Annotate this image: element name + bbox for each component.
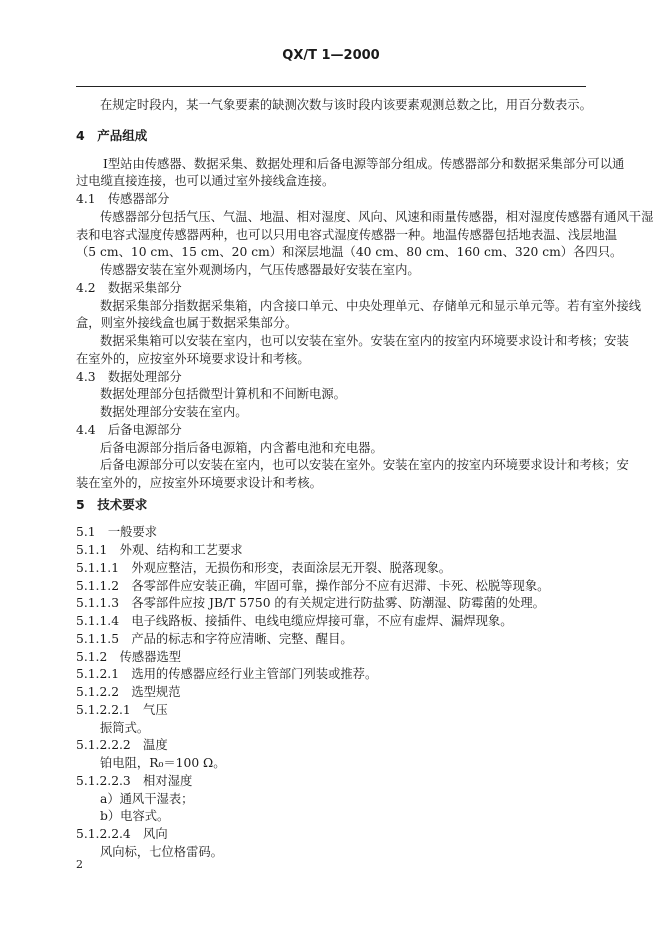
text-line: 传感器部分包括气压、气温、地温、相对湿度、风向、风速和雨量传感器，相对湿度传感器有通风干湿 (100, 210, 654, 224)
subsection-heading-4-2: 4.2 数据采集部分 (76, 281, 182, 295)
text-line: 数据处理部分包括微型计算机和不间断电源。 (100, 387, 346, 401)
subsection-heading-4-3: 4.3 数据处理部分 (76, 370, 182, 384)
text-line: 过电缆直接连接，也可以通过室外接线盒连接。 (76, 174, 335, 188)
subsection-heading-5-1: 5.1 一般要求 (76, 525, 158, 539)
clause-5-1-1-2: 5.1.1.2 各零部件应安装正确，牢固可靠，操作部分不应有迟滞、卡死、松脱等现象。 (76, 579, 550, 593)
clause-5-1-2-2-4: 5.1.2.2.4 风向 (76, 827, 168, 841)
text-line: 数据采集箱可以安装在室内，也可以安装在室外。安装在室内的按室内环境要求设计和考核；安装 (100, 334, 629, 348)
clause-5-1-1-5: 5.1.1.5 产品的标志和字符应清晰、完整、醒目。 (76, 632, 353, 646)
text-line: 风向标，七位格雷码。 (100, 845, 223, 859)
section-heading-5: 5 技术要求 (76, 497, 148, 512)
text-line: 盒，则室外接线盒也属于数据采集部分。 (76, 316, 298, 330)
subsection-heading-5-1-1: 5.1.1 外观、结构和工艺要求 (76, 543, 243, 557)
text-line: Ⅰ型站由传感器、数据采集、数据处理和后备电源等部分组成。传感器部分和数据采集部分可以通 (103, 157, 625, 171)
list-item: a）通风干湿表； (100, 792, 194, 806)
text-line: 表和电容式湿度传感器两种，也可以只用电容式湿度传感器一种。地温传感器包括地表温、浅层地温 (76, 228, 618, 242)
text-line: 装在室外的，应按室外环境要求设计和考核。 (76, 476, 322, 490)
section-heading-4: 4 产品组成 (76, 128, 148, 143)
clause-5-1-2-2: 5.1.2.2 选型规范 (76, 685, 181, 699)
list-item: b）电容式。 (100, 809, 170, 823)
subsection-heading-5-1-2: 5.1.2 传感器选型 (76, 650, 182, 664)
text-line: 铂电阻，R₀＝100 Ω。 (100, 756, 226, 770)
text-line: 振筒式。 (100, 721, 150, 735)
text-line: 后备电源部分可以安装在室内，也可以安装在室外。安装在室内的按室内环境要求设计和考核；安 (100, 458, 629, 472)
text-line: （5 cm、10 cm、15 cm、20 cm）和深层地温（40 cm、80 cm、160 cm、320 cm）各四只。 (76, 245, 623, 259)
clause-5-1-2-2-3: 5.1.2.2.3 相对湿度 (76, 774, 193, 788)
text-line: 传感器安装在室外观测场内，气压传感器最好安装在室内。 (100, 263, 420, 277)
clause-5-1-1-1: 5.1.1.1 外观应整洁，无损伤和形变，表面涂层无开裂、脱落现象。 (76, 561, 452, 575)
text-line: 数据采集部分指数据采集箱，内含接口单元、中央处理单元、存储单元和显示单元等。若有室外接线 (100, 299, 642, 313)
text-line: 在规定时段内，某一气象要素的缺测次数与该时段内该要素观测总数之比，用百分数表示。 (100, 98, 592, 112)
page-number: 2 (76, 858, 83, 871)
subsection-heading-4-1: 4.1 传感器部分 (76, 192, 170, 206)
clause-5-1-2-1: 5.1.2.1 选用的传感器应经行业主管部门列装或推荐。 (76, 667, 378, 681)
clause-5-1-2-2-2: 5.1.2.2.2 温度 (76, 738, 168, 752)
text-line: 后备电源部分指后备电源箱，内含蓄电池和充电器。 (100, 441, 383, 455)
text-line: 在室外的，应按室外环境要求设计和考核。 (76, 352, 310, 366)
page-header-doc-code: QX/T 1—2000 (282, 48, 380, 63)
text-line: 数据处理部分安装在室内。 (100, 405, 248, 419)
clause-5-1-1-4: 5.1.1.4 电子线路板、接插件、电线电缆应焊接可靠，不应有虚焊、漏焊现象。 (76, 614, 513, 628)
clause-5-1-2-2-1: 5.1.2.2.1 气压 (76, 703, 168, 717)
subsection-heading-4-4: 4.4 后备电源部分 (76, 423, 182, 437)
clause-5-1-1-3: 5.1.1.3 各零部件应按 JB/T 5750 的有关规定进行防盐雾、防潮湿、防霉菌的处理。 (76, 596, 545, 610)
header-rule (76, 86, 586, 87)
